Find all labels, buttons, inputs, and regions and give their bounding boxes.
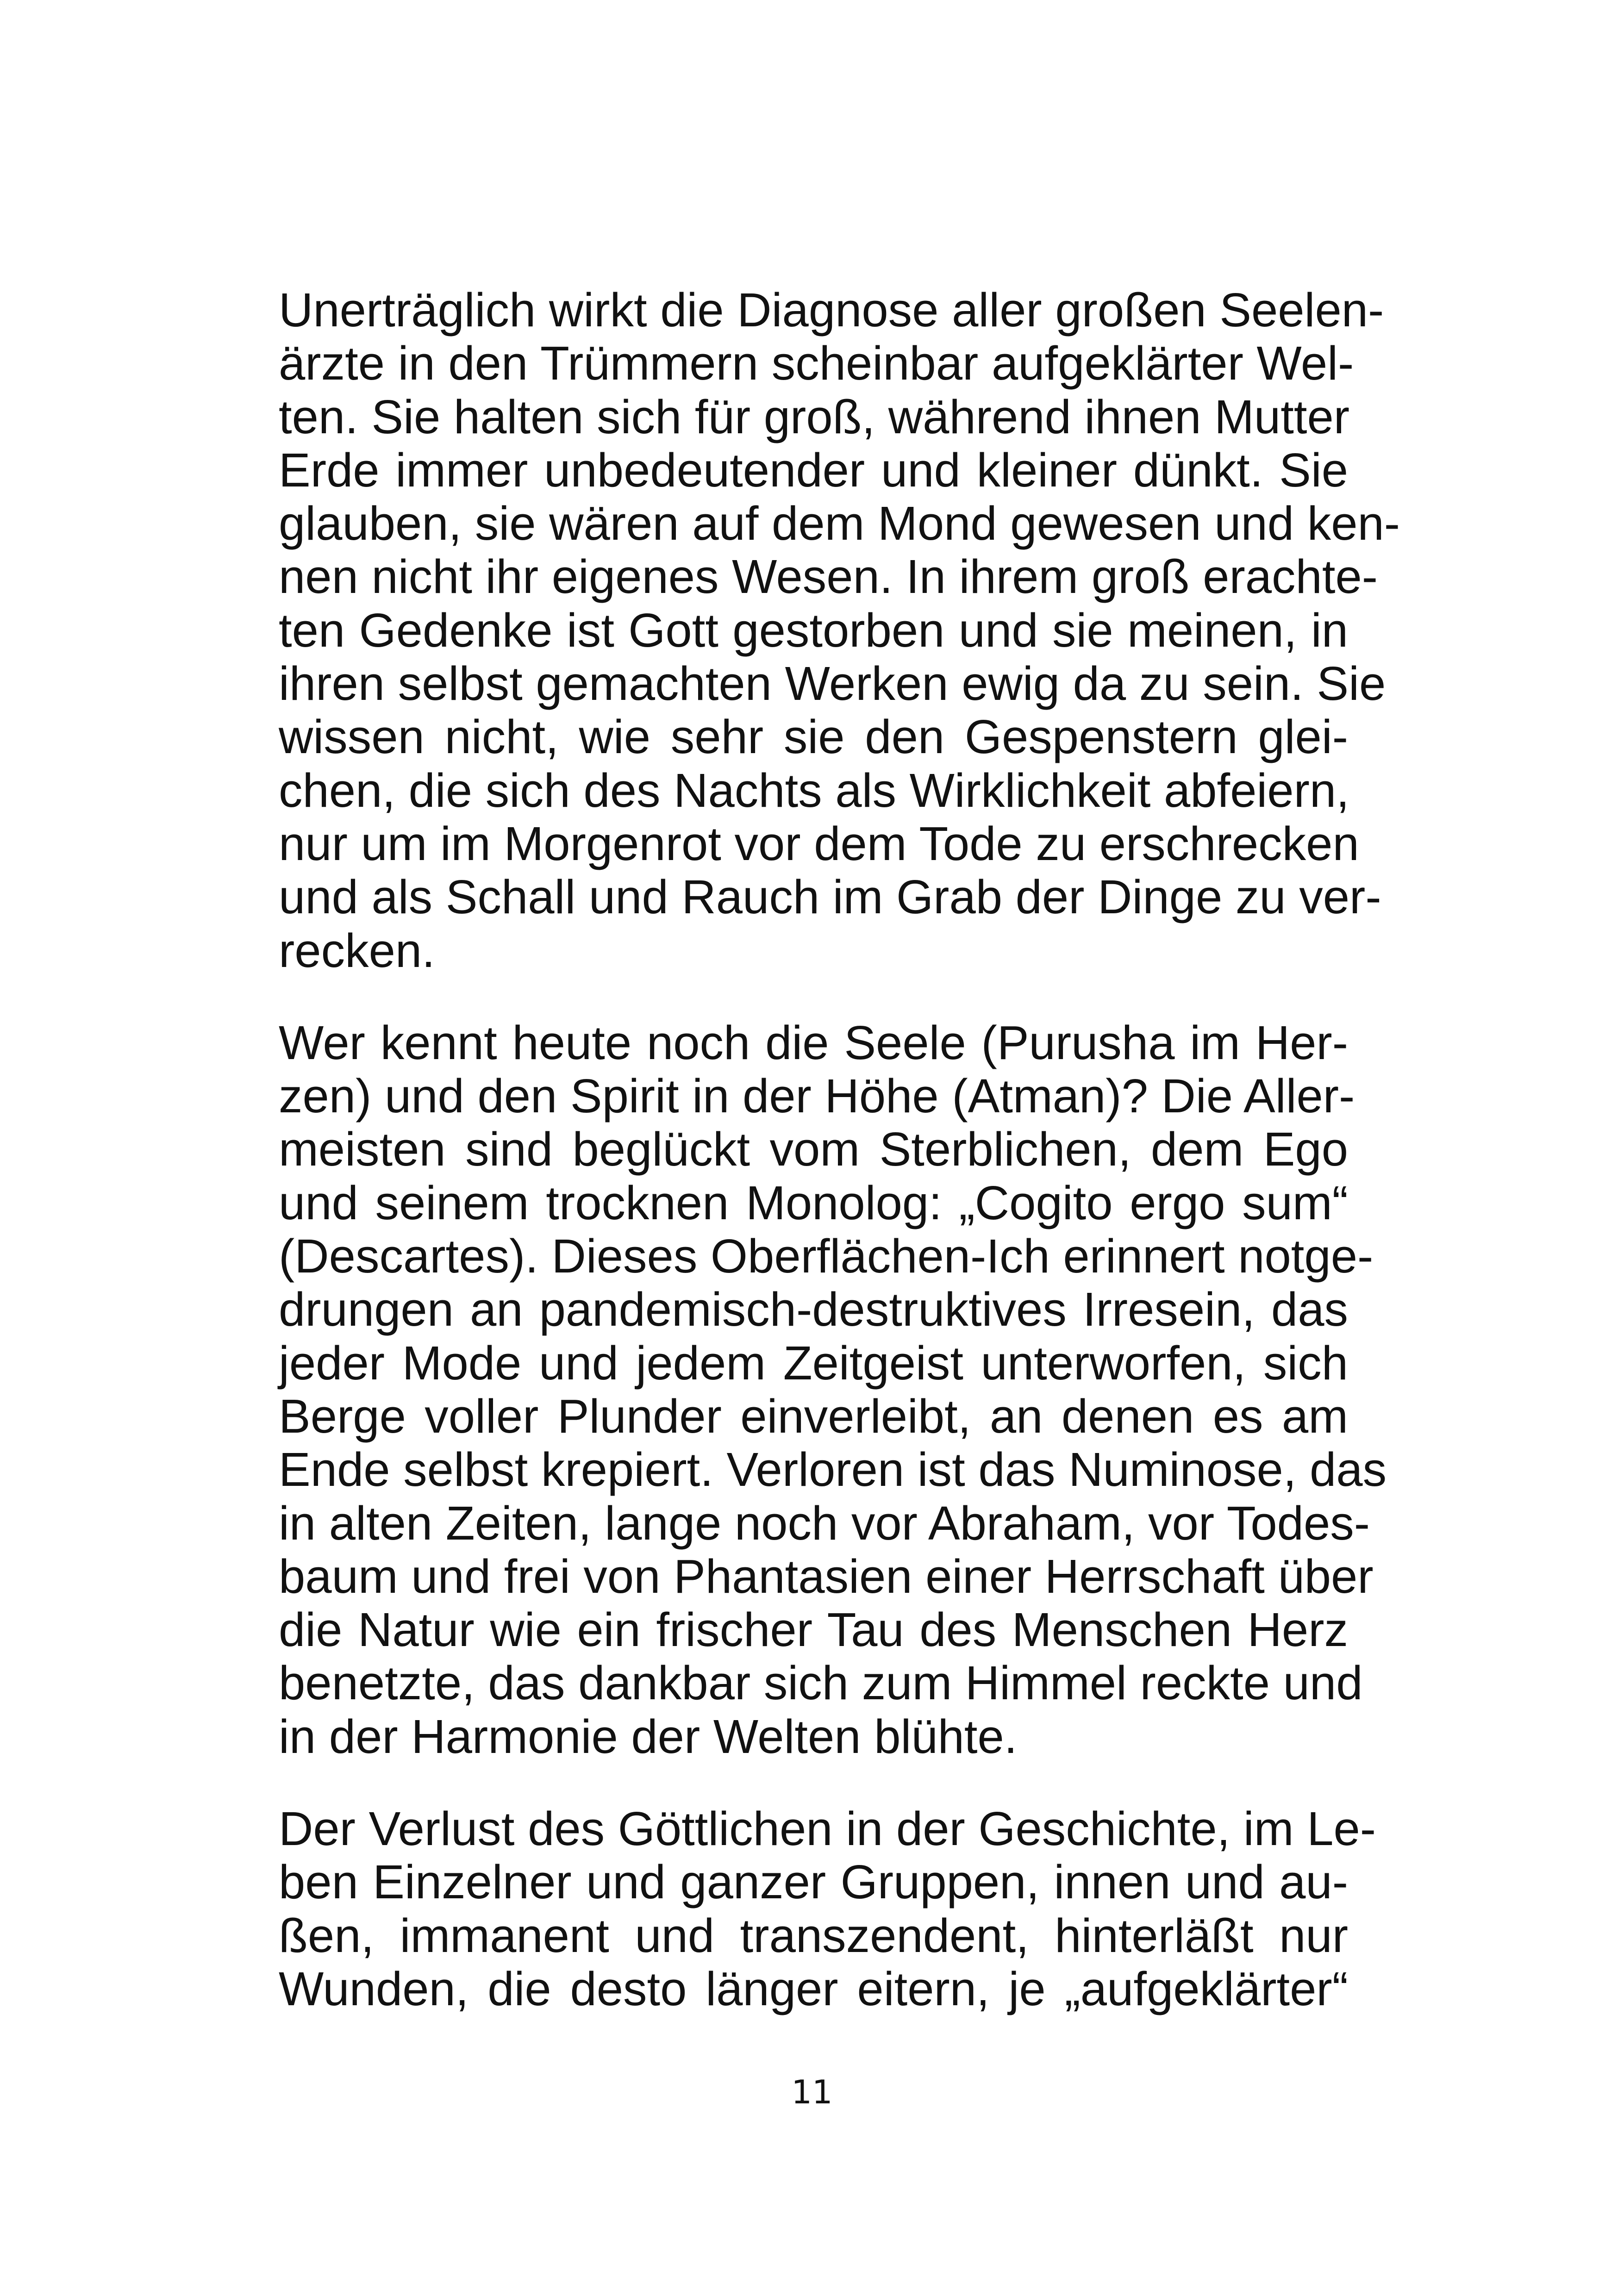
text-line-last: in der Harmonie der Welten blühte. <box>279 1709 1018 1763</box>
text-line: ten. Sie halten sich für groß, während ihnen Mutter <box>279 390 1350 443</box>
text-line: die Natur wie ein frischer Tau des Menschen Herz <box>279 1603 1348 1657</box>
text-line-last: recken. <box>279 923 435 977</box>
text-line: jeder Mode und jedem Zeitgeist unterworfen, sich <box>279 1336 1348 1390</box>
text-line: Erde immer unbedeutender und kleiner dünkt. Sie <box>279 443 1348 497</box>
text-line: meisten sind beglückt vom Sterblichen, dem Ego <box>279 1123 1348 1176</box>
text-line: und als Schall und Rauch im Grab der Dinge zu ver- <box>279 870 1381 924</box>
text-line: glauben, sie wären auf dem Mond gewesen und ken- <box>279 497 1400 550</box>
body-text <box>279 283 1400 2054</box>
text-line: ßen, immanent und transzendent, hinterläßt nur <box>279 1908 1348 1962</box>
text-line: in alten Zeiten, lange noch vor Abraham, vor Todes- <box>279 1496 1370 1550</box>
text-line: Wunden, die desto länger eitern, je „aufgeklärter“ <box>279 1962 1348 2015</box>
text-line: ten Gedenke ist Gott gestorben und sie meinen, in <box>279 603 1348 657</box>
text-line: baum und frei von Phantasien einer Herrschaft über <box>279 1549 1374 1603</box>
text-line: nur um im Morgenrot vor dem Tode zu erschrecken <box>279 817 1359 870</box>
text-line: ärzte in den Trümmern scheinbar aufgeklärter Wel- <box>279 337 1354 390</box>
text-line: Wer kennt heute noch die Seele (Purusha im Her- <box>279 1016 1348 1069</box>
text-line: ihren selbst gemachten Werken ewig da zu sein. Sie <box>279 657 1386 711</box>
text-line: benetzte, das dankbar sich zum Himmel reckte und <box>279 1656 1363 1710</box>
text-line: Ende selbst krepiert. Verloren ist das Numinose, das <box>279 1443 1387 1497</box>
text-line: (Descartes). Dieses Oberflächen-Ich erinnert notge- <box>279 1229 1374 1283</box>
text-line: und seinem trocknen Monolog: „Cogito ergo sum“ <box>279 1176 1348 1229</box>
text-line: wissen nicht, wie sehr sie den Gespenstern glei- <box>279 710 1348 764</box>
text-line: nen nicht ihr eigenes Wesen. In ihrem groß erachte- <box>279 550 1378 604</box>
text-line: zen) und den Spirit in der Höhe (Atman)? Die Aller- <box>279 1069 1355 1123</box>
text-line: Der Verlust des Göttlichen in der Geschichte, im Le- <box>279 1802 1376 1856</box>
text-line: Unerträglich wirkt die Diagnose aller großen Seelen- <box>279 283 1384 337</box>
text-line: ben Einzelner und ganzer Gruppen, innen und au- <box>279 1855 1348 1909</box>
text-line: chen, die sich des Nachts als Wirklichkeit abfeiern, <box>279 763 1349 817</box>
paragraph-2 <box>279 1016 1387 1763</box>
page-number: 11 <box>791 2073 833 2111</box>
text-line: drungen an pandemisch-destruktives Irresein, das <box>279 1283 1348 1336</box>
paragraph-1 <box>279 283 1400 977</box>
text-line: Berge voller Plunder einverleibt, an denen es am <box>279 1389 1348 1443</box>
paragraph-3 <box>279 1802 1376 2015</box>
